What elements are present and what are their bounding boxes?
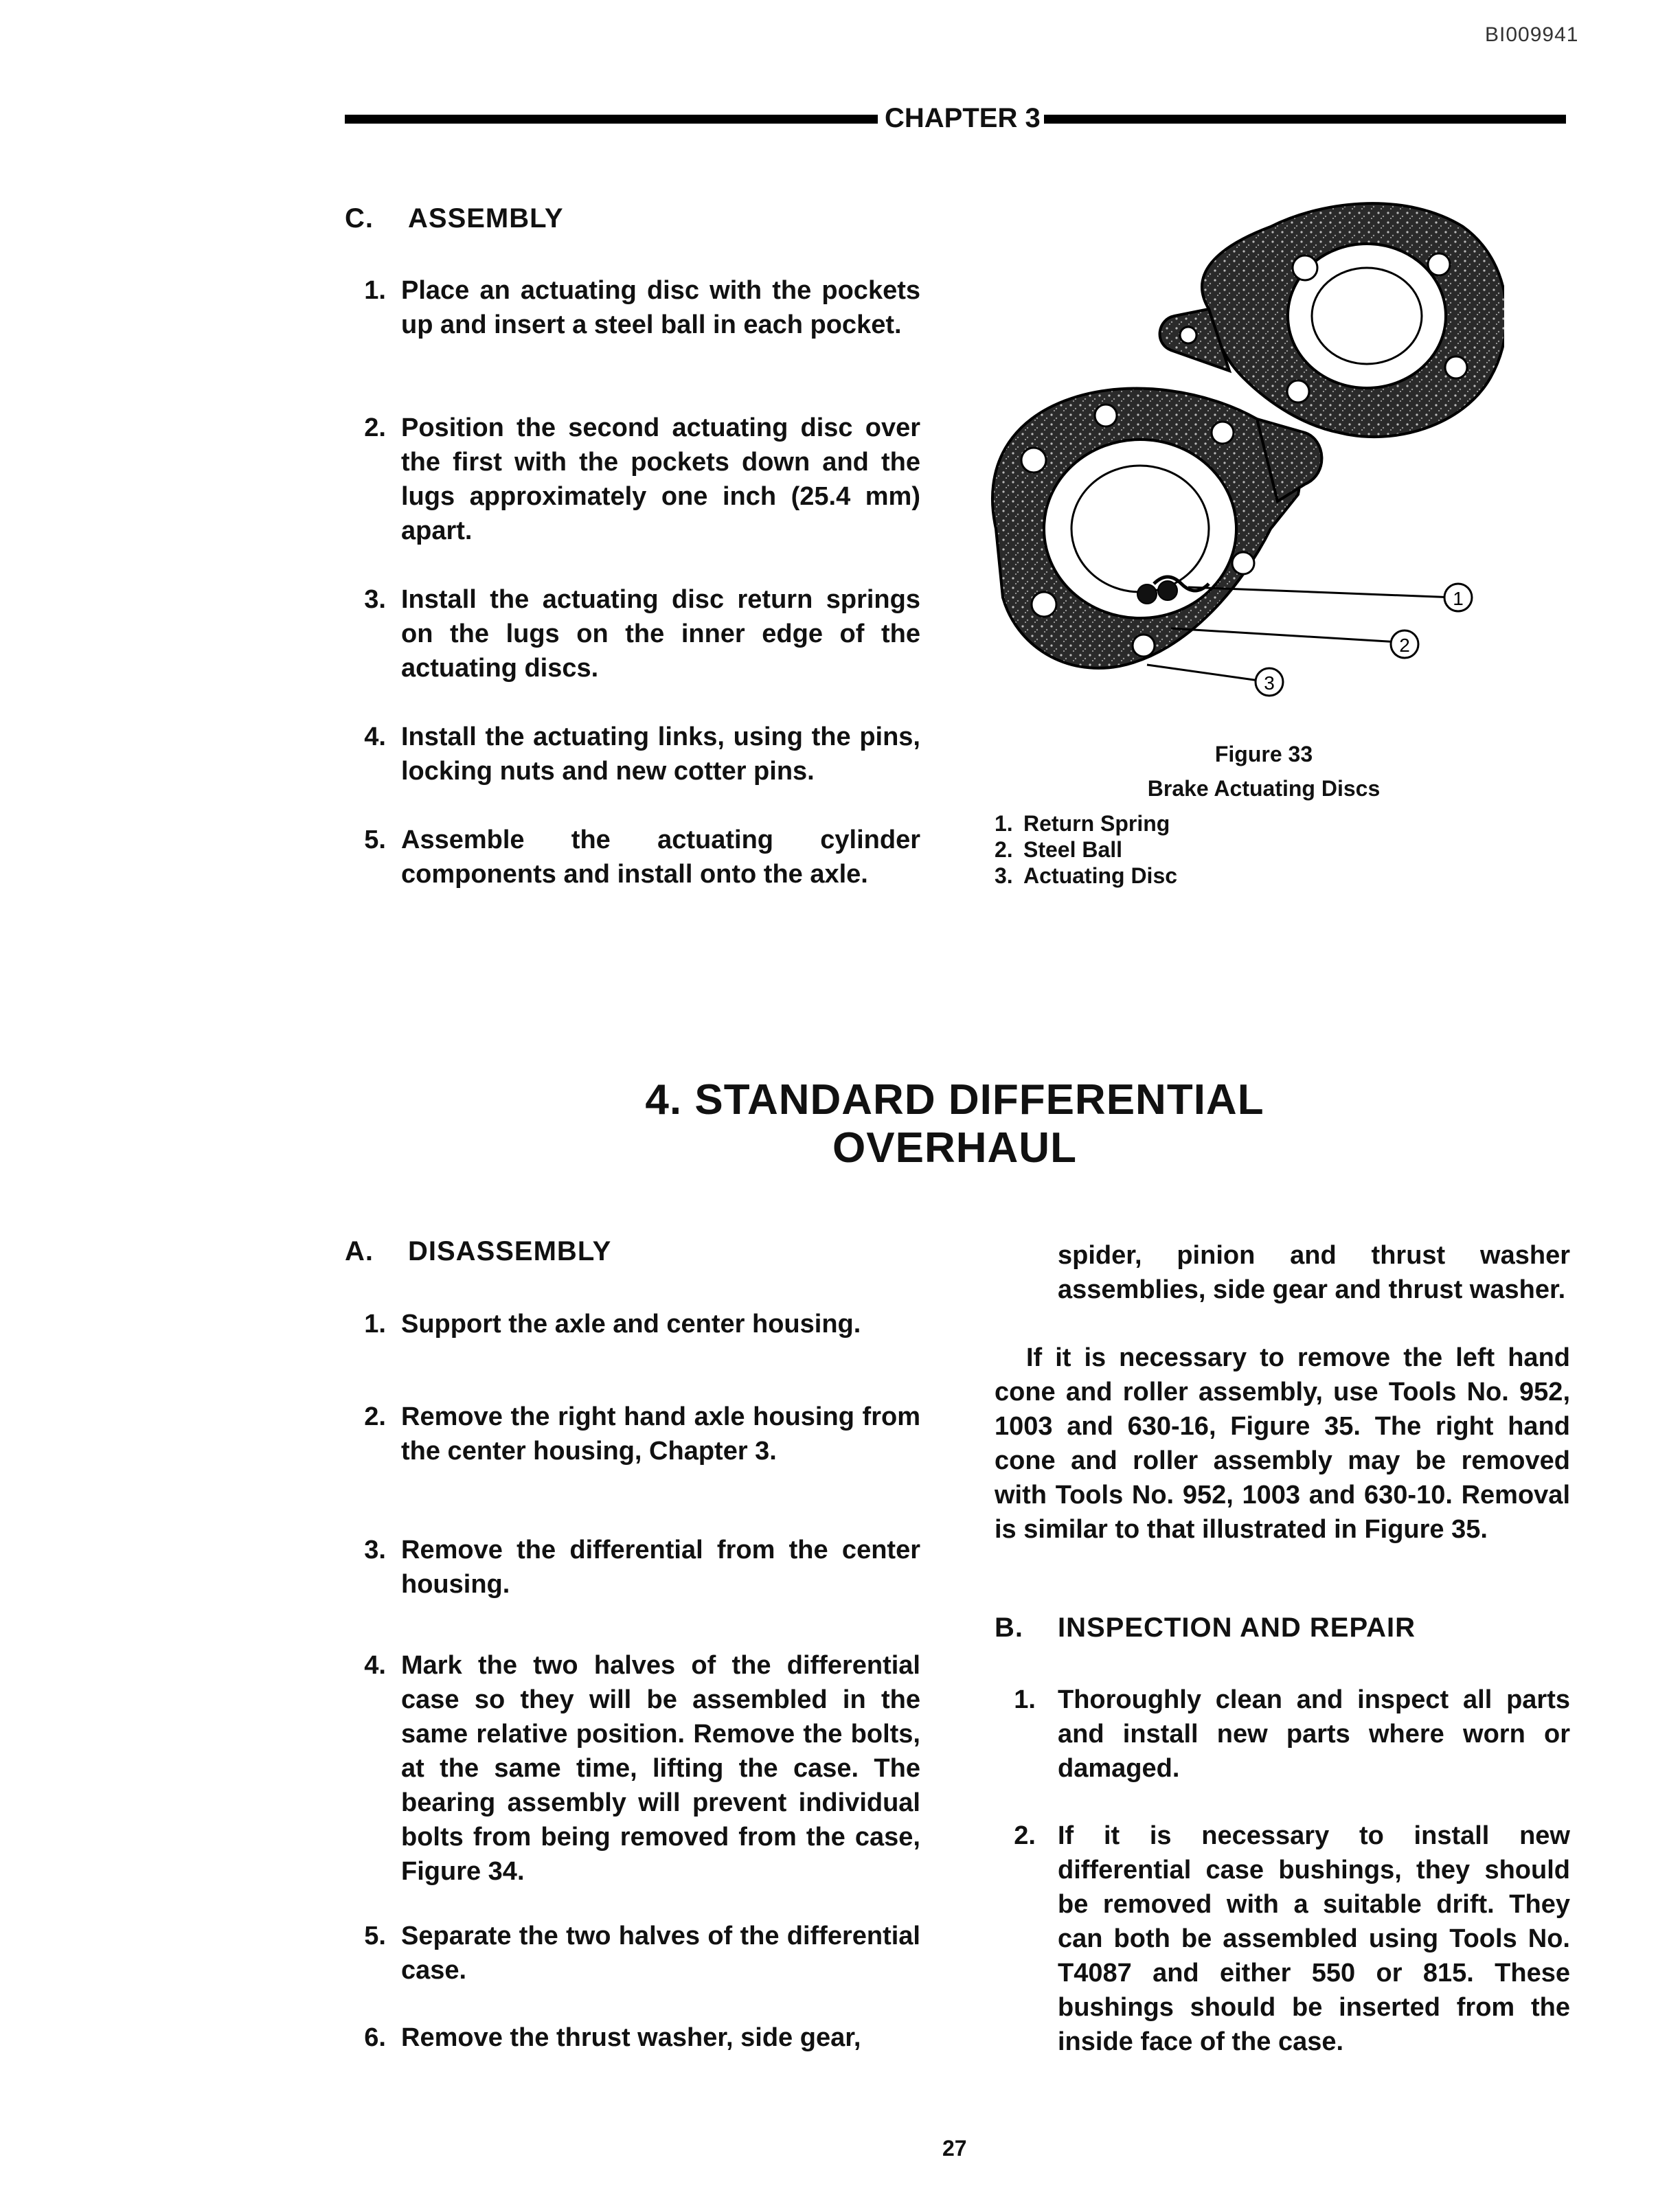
figure-legend-item bbox=[995, 863, 1177, 889]
disassembly-heading-text: DISASSEMBLY bbox=[408, 1236, 612, 1266]
step-number: 2. bbox=[364, 1402, 386, 1431]
legend-label: Steel Ball bbox=[1023, 837, 1123, 862]
figure-subtitle: Brake Actuating Discs bbox=[1147, 776, 1381, 801]
disassembly-heading bbox=[345, 1236, 963, 1271]
inspection-heading bbox=[995, 1613, 1570, 1647]
page-number: 27 bbox=[942, 2136, 967, 2161]
step-text: Remove the thrust washer, side gear, bbox=[401, 2023, 861, 2052]
step-text: Install the actuating disc return springs on the lugs on the inner edge of the actuating discs. bbox=[401, 585, 920, 683]
step-number: 1. bbox=[1014, 1685, 1036, 1714]
step-text: Position the second actuating disc over the first with the pockets down and the lugs approximately one inch (25.4 mm) apart. bbox=[401, 413, 920, 545]
step-number: 1. bbox=[364, 276, 386, 305]
legend-number: 3. bbox=[995, 863, 1013, 888]
section-title-line-1: 4. STANDARD DIFFERENTIAL bbox=[645, 1076, 1264, 1124]
step-6-continued: spider, pinion and thrust washer assemblies, side gear and thrust washer. bbox=[1058, 1241, 1570, 1304]
step-number: 5. bbox=[364, 1922, 386, 1950]
step-text: Install the actuating links, using the pins, locking nuts and new cotter pins. bbox=[401, 722, 920, 786]
step-text: Remove the differential from the center housing. bbox=[401, 1536, 920, 1599]
step-text: Place an actuating disc with the pockets up and insert a steel ball in each pocket. bbox=[401, 276, 920, 339]
inspection-heading-text: INSPECTION AND REPAIR bbox=[1058, 1613, 1416, 1643]
step-text: Support the axle and center housing. bbox=[401, 1310, 861, 1339]
leader-line-2 bbox=[1171, 628, 1400, 642]
lower-actuating-disc bbox=[992, 389, 1321, 668]
legend-label: Return Spring bbox=[1023, 811, 1170, 836]
step-number: 4. bbox=[364, 1651, 386, 1680]
step-text: Assemble the actuating cylinder components and install onto the axle. bbox=[401, 826, 920, 889]
callout-3: 3 bbox=[1264, 672, 1275, 694]
callout-2: 2 bbox=[1399, 635, 1410, 656]
step-text: If it is necessary to install new differential case bushings, they should be removed with a suitable drift. They can both be assembled using Tools No. T4087 and either 550 or 815. These bushings should be inserted from the inside face of the case. bbox=[1058, 1821, 1570, 2056]
step-number: 3. bbox=[364, 1536, 386, 1564]
assembly-heading-text: ASSEMBLY bbox=[408, 203, 564, 234]
figure-title: Figure 33 bbox=[1214, 742, 1313, 766]
chapter-label: CHAPTER 3 bbox=[885, 103, 1041, 133]
assembly-heading-letter: C. bbox=[345, 203, 374, 234]
assembly-heading bbox=[345, 203, 963, 238]
chapter-rule-left bbox=[345, 115, 878, 124]
step-number: 5. bbox=[364, 826, 386, 854]
callout-1: 1 bbox=[1453, 588, 1464, 609]
step-number: 2. bbox=[364, 413, 386, 442]
figure-legend-item bbox=[995, 810, 1170, 836]
disassembly-heading-letter: A. bbox=[345, 1236, 374, 1266]
figure-33-illustration bbox=[982, 172, 1504, 707]
leader-line-3 bbox=[1147, 665, 1264, 681]
step-number: 4. bbox=[364, 722, 386, 751]
chapter-header bbox=[345, 103, 1566, 133]
bearing-removal-paragraph: If it is necessary to remove the left hand cone and roller assembly, use Tools No. 952, 1003 and 630-16, Figure 35. The right hand cone and roller assembly may be removed with Tools No. 952, 1003 and 630-10. Removal is similar to that illustrated in Figure 35. bbox=[995, 1343, 1570, 1544]
step-text: Thoroughly clean and inspect all parts and install new parts where worn or damaged. bbox=[1058, 1685, 1570, 1783]
figure-legend-item bbox=[995, 836, 1122, 863]
legend-label: Actuating Disc bbox=[1023, 863, 1178, 888]
step-number: 6. bbox=[364, 2023, 386, 2052]
chapter-rule-right bbox=[1044, 115, 1566, 124]
legend-number: 2. bbox=[995, 837, 1013, 862]
step-number: 1. bbox=[364, 1310, 386, 1339]
step-text: Mark the two halves of the differential case so they will be assembled in the same relative position. Remove the bolts, at the same time, lifting the case. The bearing assembly will prevent individual bolts from being removed from the case, Figure 34. bbox=[401, 1651, 920, 1886]
legend-number: 1. bbox=[995, 811, 1013, 836]
step-number: 3. bbox=[364, 585, 386, 614]
section-title-line-2: OVERHAUL bbox=[832, 1124, 1077, 1172]
document-id: BI009941 bbox=[1485, 23, 1579, 46]
brake-discs-drawing bbox=[982, 172, 1504, 707]
step-text: Separate the two halves of the differential case. bbox=[401, 1922, 920, 1985]
inspection-heading-letter: B. bbox=[995, 1613, 1023, 1643]
step-number: 2. bbox=[1014, 1821, 1036, 1850]
step-text: Remove the right hand axle housing from the center housing, Chapter 3. bbox=[401, 1402, 920, 1466]
